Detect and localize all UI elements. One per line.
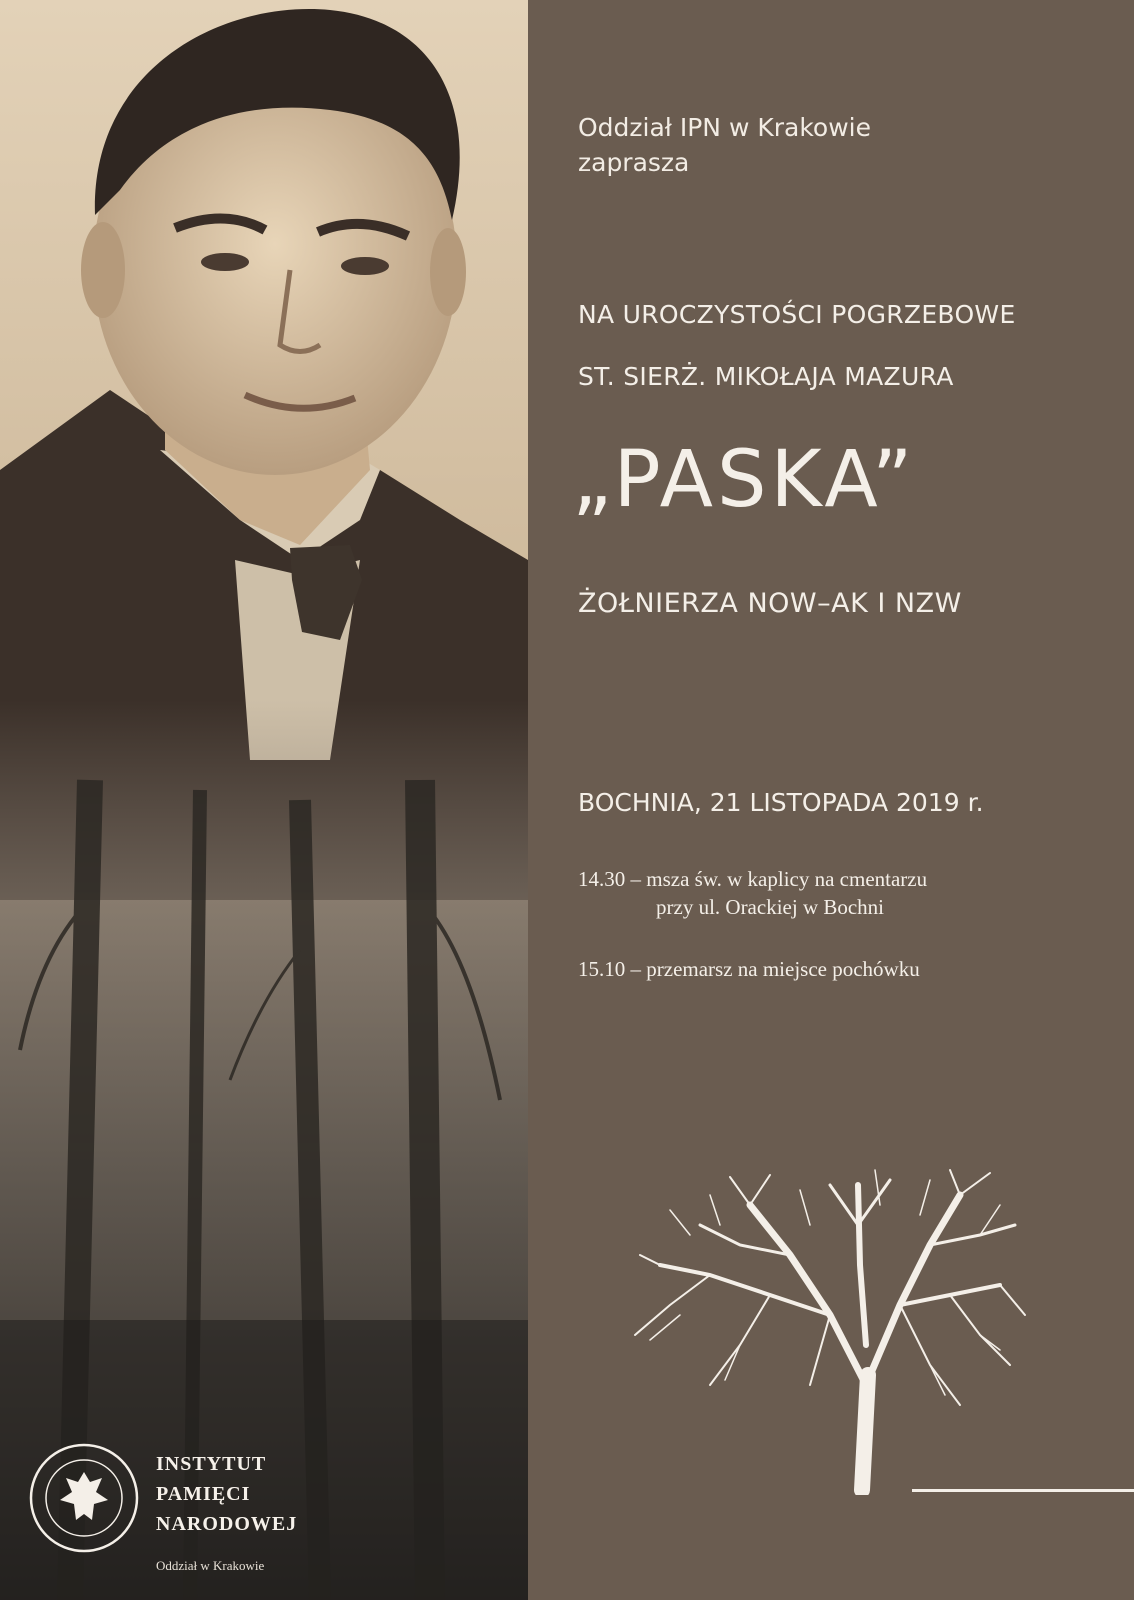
inviter-text [578,110,871,180]
eagle-seal-icon [28,1442,140,1554]
honoree-unit: ŻOŁNIERZA NOW–AK I NZW [578,588,962,619]
portrait-illustration [0,0,528,1600]
logo-line-3: NARODOWEJ [156,1513,298,1535]
logo-line-1: INSTYTUT [156,1453,267,1475]
logo-line-2: PAMIĘCI [156,1483,251,1505]
event-title: NA UROCZYSTOŚCI POGRZEBOWE [578,300,1016,329]
tree-illustration [630,1165,1030,1495]
logo-branch: Oddział w Krakowie [156,1558,265,1573]
portrait-photo [0,0,528,1600]
inviter-line-1: Oddział IPN w Krakowie [578,113,871,142]
schedule-item-1-location: przy ul. Orackiej w Bochni [656,895,885,919]
tree-ground-line [912,1489,1134,1492]
honoree-pseudonym: „PASKA” [572,435,917,525]
place-date: BOCHNIA, 21 LISTOPADA 2019 r. [578,788,984,817]
honoree-name: ST. SIERŻ. MIKOŁAJA MAZURA [578,362,954,391]
schedule-item-1: 14.30 – msza św. w kaplicy na cmentarzu [578,867,928,891]
inviter-line-2: zaprasza [578,148,690,177]
schedule-item-2: 15.10 – przemarsz na miejsce pochówku [578,957,920,981]
